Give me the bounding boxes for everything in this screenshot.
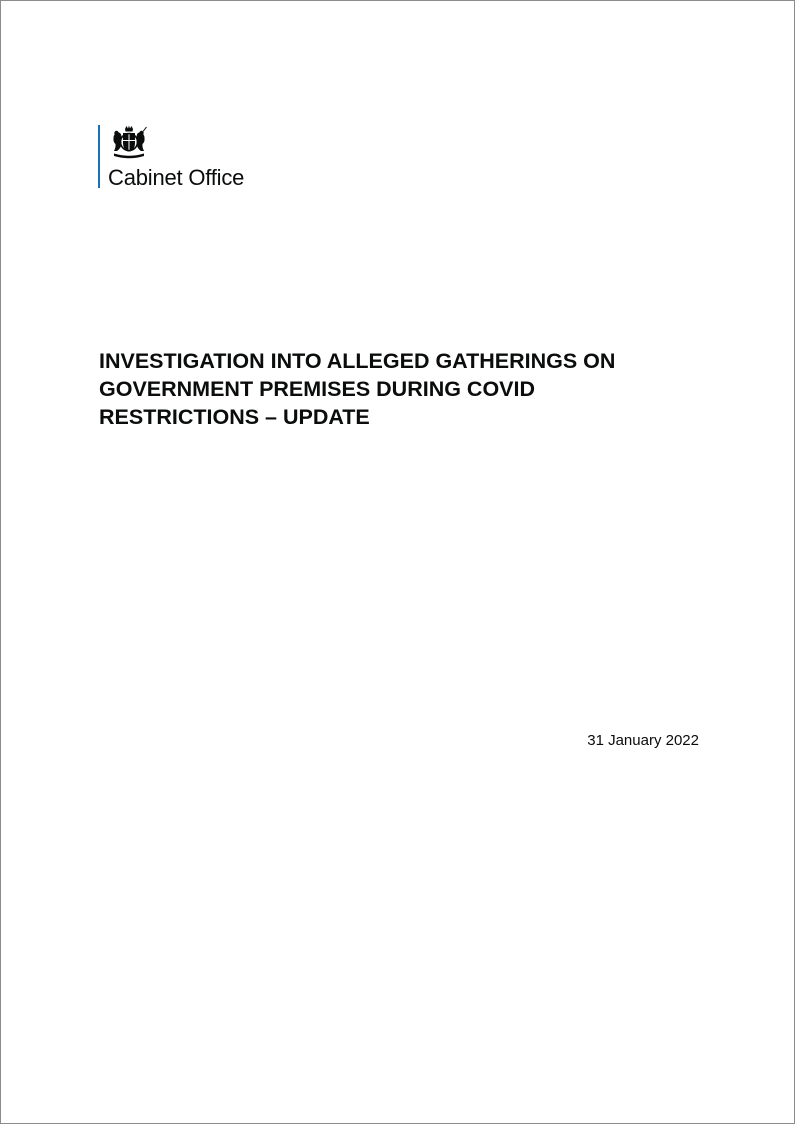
title-line: RESTRICTIONS – UPDATE [99, 405, 370, 429]
document-title [99, 347, 739, 431]
document-date: 31 January 2022 [587, 732, 699, 749]
royal-coat-of-arms-icon [108, 125, 150, 161]
logo-rule [98, 125, 100, 188]
title-line: INVESTIGATION INTO ALLEGED GATHERINGS ON [99, 349, 616, 373]
title-line: GOVERNMENT PREMISES DURING COVID [99, 377, 536, 401]
department-name: Cabinet Office [108, 165, 245, 190]
